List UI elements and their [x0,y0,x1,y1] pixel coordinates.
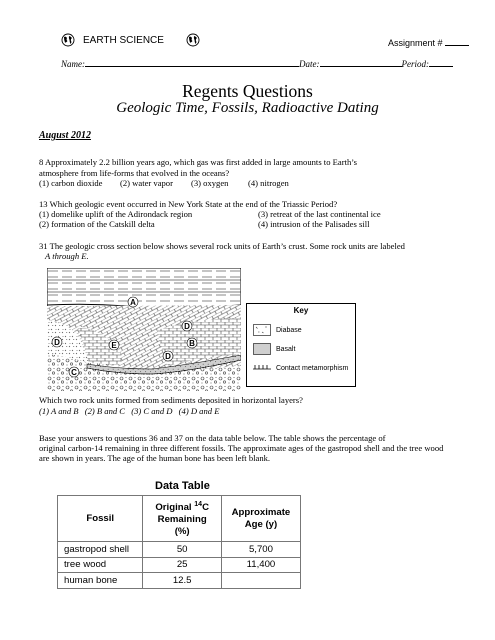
key-label-diabase: Diabase [275,326,302,334]
unit-label-c: C [71,368,77,377]
table-cell-fossil: tree wood [58,557,143,573]
intro-line-2: original carbon-14 remaining in three different fossils. The approximate ages of the gastropod shell and the tree wood [39,443,444,453]
intro-line-1: Base your answers to questions 36 and 37 on the data table below. The table shows the percentage of [39,433,386,443]
name-date-period-row [61,57,453,69]
key-label-basalt: Basalt [275,345,296,353]
q13-choice-1: (1) domelike uplift of the Adirondack region [39,209,193,219]
assignment-label: Assignment # [388,38,443,48]
q8-choice-3: (3) oxygen [191,178,229,188]
unit-label-a: A [130,298,136,307]
key-item-diabase [253,324,302,336]
q31-question: Which two rock units formed from sediments deposited in horizontal layers? [39,395,303,405]
data-table-title: Data Table [155,480,210,492]
assignment-field[interactable] [388,36,469,48]
date-label: Date: [299,59,320,69]
table-row [58,542,301,558]
table-row [58,557,301,573]
q8-choice-1: (1) carbon dioxide [39,178,103,188]
q8-stem-2: atmosphere from life-forms that evolved in the oceans? [39,168,230,178]
table-cell-fossil: human bone [58,573,143,589]
name-label: Name: [61,59,85,69]
unit-label-b: B [189,339,195,348]
header-fossil: Fossil [58,496,143,542]
geologic-cross-section [47,268,241,391]
unit-label-e: E [111,341,117,350]
key-item-basalt [253,343,295,355]
q8-stem-1: 8 Approximately 2.2 billion years ago, which gas was first added in large amounts to Earth’s [39,157,357,167]
q13-stem: 13 Which geologic event occurred in New York State at the end of the Triassic Period? [39,199,338,209]
data-table [57,495,301,589]
basalt-swatch [253,343,271,355]
q13-choice-4: (4) intrusion of the Palisades sill [258,219,370,229]
q31-choices [39,406,219,417]
q31-stem-2: A through E. [45,251,89,261]
table-cell-remaining: 25 [143,557,221,573]
period-label: Period: [401,59,429,69]
key-item-contact [253,363,348,373]
table-cell-fossil: gastropod shell [58,542,143,558]
table-cell-age[interactable] [221,573,300,589]
table-cell-age: 11,400 [221,557,300,573]
key-label-contact: Contact metamorphism [275,364,349,372]
q31-choice-3: (3) C and D [131,406,173,416]
q31-choice-1: (1) A and B [39,406,79,416]
diabase-swatch [253,324,271,336]
globe-icon [61,33,75,47]
intro-line-3: are shown in years. The age of the human bone has been left blank. [39,453,271,463]
table-row [58,573,301,589]
q8-choice-4: (4) nitrogen [248,178,289,188]
header-original-c14: Original $^{14}$C Remaining (%) [143,496,221,542]
exam-date: August 2012 [39,130,91,141]
q31-stem-1: 31 The geologic cross section below shows several rock units of Earth’s crust. Some rock units are labeled [39,241,405,251]
table-cell-remaining: 50 [143,542,221,558]
q13-choice-3: (3) retreat of the last continental ice [258,209,381,219]
table-cell-age: 5,700 [221,542,300,558]
contact-metamorphism-swatch [253,363,271,373]
diagram-key [246,303,356,387]
page-title: Regents Questions [182,81,313,101]
page-subtitle: Geologic Time, Fossils, Radioactive Dating [116,100,379,116]
period-field[interactable] [429,57,453,67]
globe-icon [186,33,200,47]
unit-label-d: D [54,338,60,347]
unit-label-d: D [165,352,171,361]
header-approx-age: Approximate Age (y) [221,496,300,542]
q31-choice-2: (2) B and C [84,406,126,416]
key-title: Key [293,306,309,315]
name-field[interactable] [85,57,299,67]
q13-choice-2: (2) formation of the Catskill delta [39,219,155,229]
date-field[interactable] [320,57,402,67]
unit-label-d: D [184,322,190,331]
table-cell-remaining: 12.5 [143,573,221,589]
course-title: EARTH SCIENCE [83,35,164,46]
q31-choice-4: (4) D and E [178,406,220,416]
q8-choice-2: (2) water vapor [120,178,173,188]
